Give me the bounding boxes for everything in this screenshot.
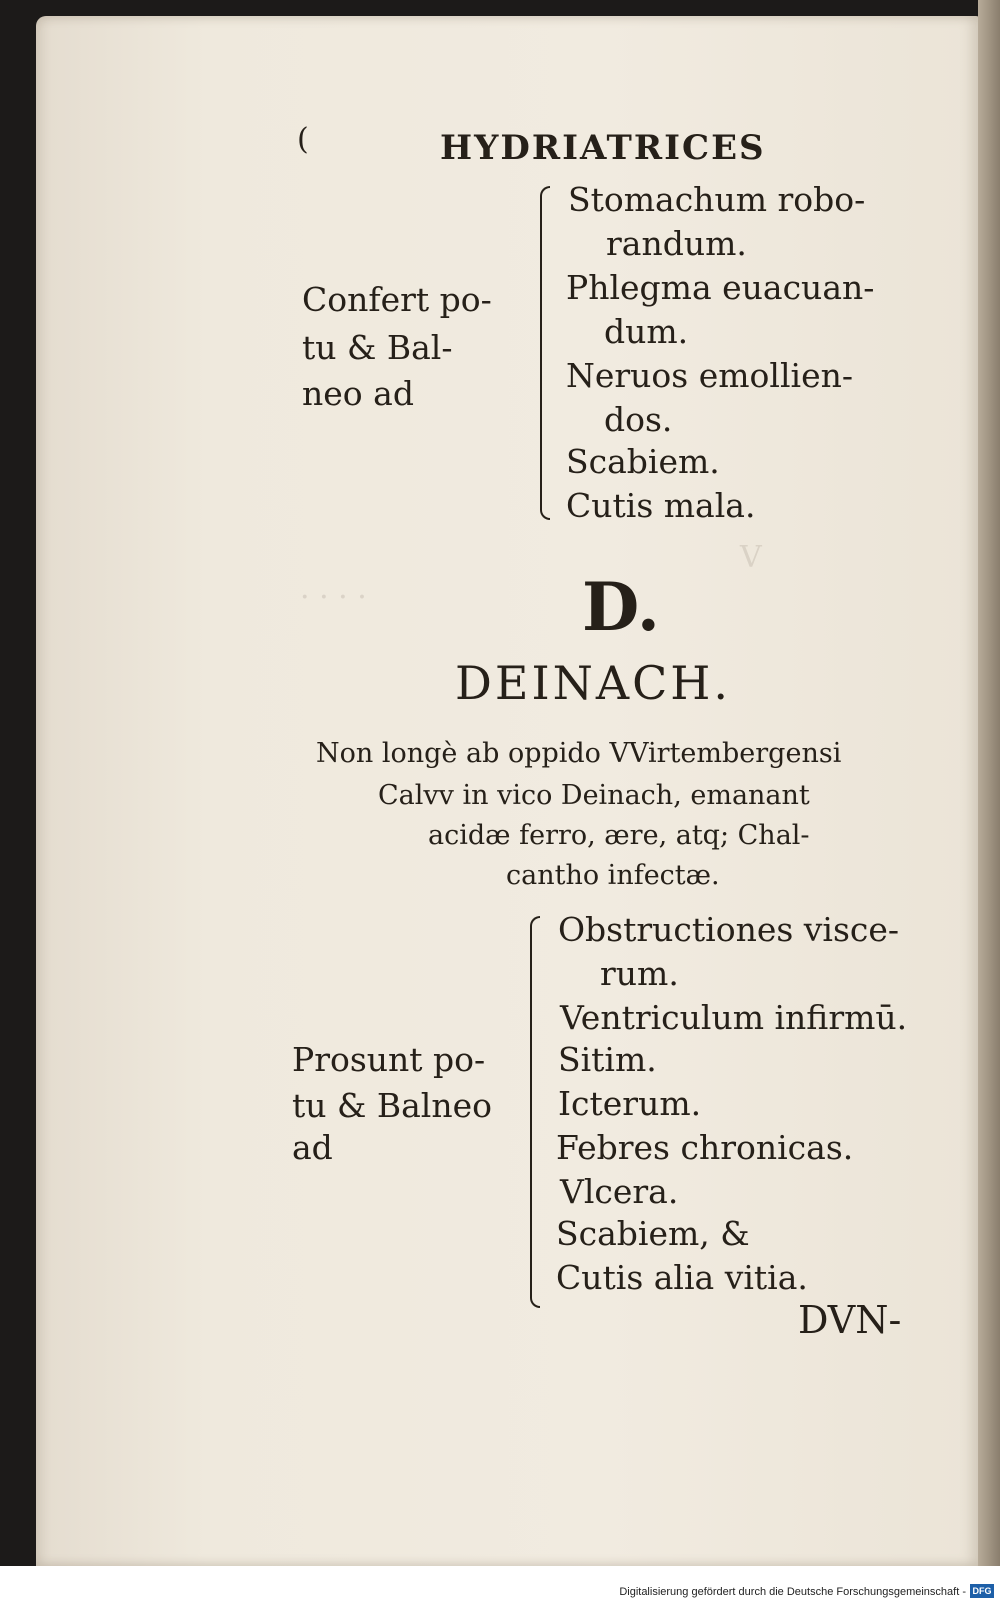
section1-lead-line: tu & Bal- bbox=[302, 328, 453, 367]
section1-item: Phlegma euacuan- bbox=[566, 268, 875, 307]
running-head: HYDRIATRICES bbox=[440, 128, 766, 168]
section-letter: D. bbox=[582, 568, 660, 646]
funding-credit: Digitalisierung gefördert durch die Deutsche Forschungsgemeinschaft - bbox=[619, 1586, 966, 1598]
section1-item: randum. bbox=[606, 224, 747, 263]
description-line: Calvv in vico Deinach, emanant bbox=[378, 780, 810, 811]
show-through-decoration: V bbox=[740, 540, 762, 575]
show-through-decoration: · · · · bbox=[300, 580, 367, 615]
section2-item: rum. bbox=[600, 954, 679, 993]
section2-lead-line: tu & Balneo bbox=[292, 1086, 492, 1125]
footer-bar bbox=[0, 1566, 1000, 1604]
section1-item: Cutis mala. bbox=[566, 486, 756, 525]
section2-item: Ventriculum infirmū. bbox=[560, 998, 908, 1037]
section2-item: Sitim. bbox=[558, 1040, 657, 1079]
description-line: Non longè ab oppido VVirtembergensi bbox=[316, 738, 842, 769]
section1-brace bbox=[540, 186, 550, 520]
description-line: acidæ ferro, ære, atq; Chal- bbox=[428, 820, 810, 851]
dfg-logo: DFG bbox=[970, 1584, 994, 1598]
section1-item: Neruos emollien- bbox=[566, 356, 854, 395]
section2-item: Scabiem, & bbox=[556, 1214, 750, 1253]
section2-lead-line: ad bbox=[292, 1128, 333, 1167]
page-mark: ( bbox=[297, 122, 309, 157]
section2-item: Icterum. bbox=[558, 1084, 702, 1123]
section1-lead-line: Confert po- bbox=[302, 280, 492, 319]
section2-item: Cutis alia vitia. bbox=[556, 1258, 808, 1297]
section2-item: Vlcera. bbox=[560, 1172, 679, 1211]
section1-item: dos. bbox=[604, 400, 673, 439]
place-title: DEINACH. bbox=[455, 656, 732, 710]
section2-lead-line: Prosunt po- bbox=[292, 1040, 486, 1079]
section2-brace bbox=[530, 916, 540, 1308]
section2-item: Febres chronicas. bbox=[556, 1128, 854, 1167]
book-edge bbox=[978, 0, 1000, 1566]
section1-lead-line: neo ad bbox=[302, 374, 414, 413]
description-line: cantho infectæ. bbox=[506, 860, 720, 891]
section1-item: dum. bbox=[604, 312, 689, 351]
section2-item: Obstructiones visce- bbox=[558, 910, 900, 949]
section1-item: Scabiem. bbox=[566, 442, 720, 481]
section1-item: Stomachum robo- bbox=[568, 180, 866, 219]
catchword: DVN- bbox=[798, 1298, 902, 1342]
